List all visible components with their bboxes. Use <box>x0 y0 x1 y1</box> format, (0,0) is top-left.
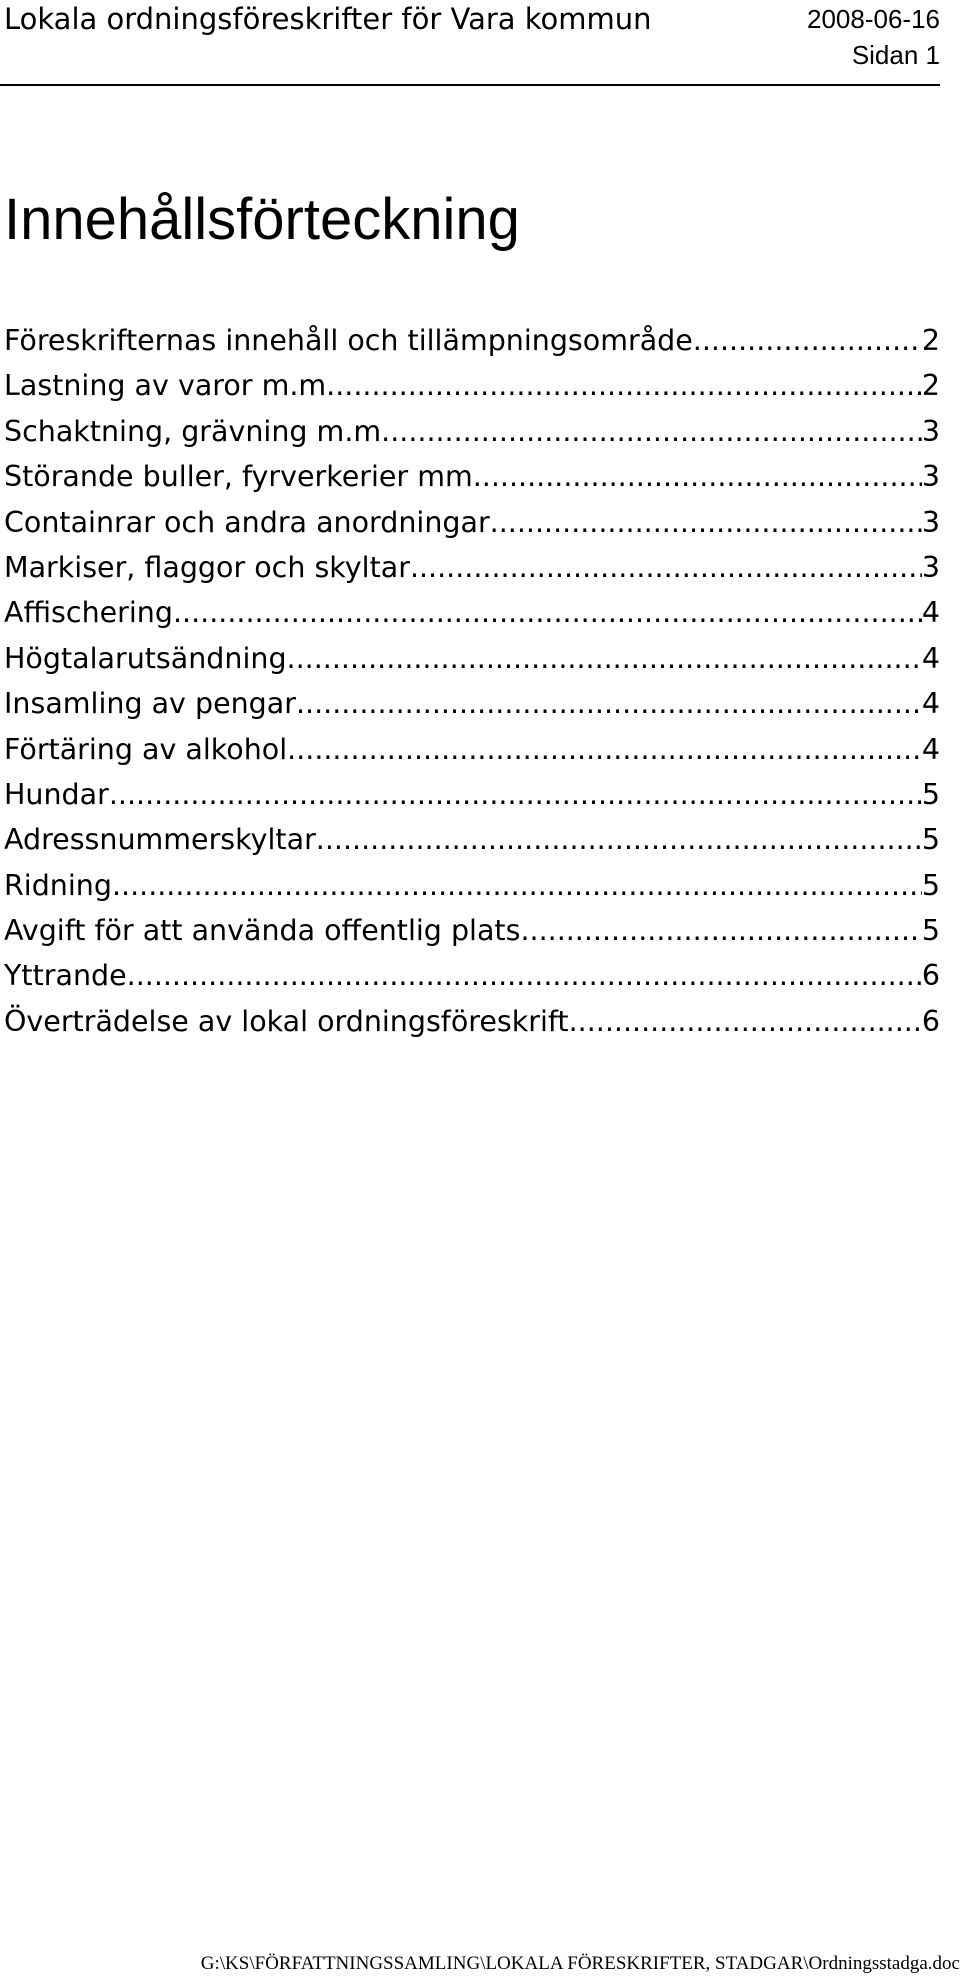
toc-dot-leader <box>287 727 922 772</box>
toc-dot-leader <box>127 953 922 998</box>
toc-entry-title: Lastning av varor m.m. <box>4 369 336 403</box>
toc-entry-page: 2 <box>921 324 940 357</box>
toc-entry[interactable] <box>4 953 940 998</box>
toc-entry-page: 4 <box>921 687 940 721</box>
toc-entry-page: 3 <box>921 414 940 448</box>
toc-entry-title: Förtäring av alkohol <box>4 732 288 766</box>
toc-entry-title: Markiser, flaggor och skyltar <box>4 550 410 584</box>
toc-entry[interactable] <box>4 863 940 908</box>
toc-entry-title: Störande buller, fyrverkerier mm <box>4 460 473 494</box>
toc-entry[interactable] <box>4 817 940 862</box>
page-header <box>0 0 940 86</box>
toc-dot-leader <box>520 908 921 953</box>
toc-entry-title: Ridning <box>4 868 112 902</box>
toc-entry[interactable] <box>4 318 940 363</box>
toc-entry-title: Adressnummerskyltar <box>4 823 316 857</box>
toc-entry-page: 5 <box>921 777 940 811</box>
toc-entry-title: Affischering <box>4 596 173 630</box>
toc-dot-leader <box>109 772 922 817</box>
toc-dot-leader <box>335 363 922 408</box>
toc-entry-title: Hundar <box>4 777 109 811</box>
toc-entry-page: 5 <box>921 868 940 902</box>
toc-dot-leader <box>490 500 922 545</box>
toc-dot-leader <box>390 409 922 454</box>
toc-dot-leader <box>287 636 922 681</box>
toc-entry-title: Högtalarutsändning <box>4 641 287 675</box>
toc-entry-page: 4 <box>921 732 940 766</box>
toc-entry-page: 2 <box>921 369 940 403</box>
toc-entry-page: 4 <box>921 641 940 675</box>
toc-entry[interactable] <box>4 363 940 408</box>
document-title: Lokala ordningsföreskrifter för Vara kommun <box>4 2 652 36</box>
toc-heading: Innehållsförteckning <box>4 187 520 252</box>
toc-entry-page: 5 <box>921 823 940 857</box>
toc-entry[interactable] <box>4 681 940 726</box>
toc-entry[interactable] <box>4 908 940 953</box>
toc-dot-leader <box>569 999 922 1044</box>
toc-entry[interactable] <box>4 772 940 817</box>
toc-entry[interactable] <box>4 454 940 499</box>
toc-entry-title: Containrar och andra anordningar <box>4 505 490 539</box>
toc-entry[interactable] <box>4 727 940 772</box>
toc-dot-leader <box>410 545 922 590</box>
toc-entry-page: 3 <box>921 505 940 539</box>
toc-dot-leader <box>316 817 922 862</box>
toc-entry-title: Avgift för att använda offentlig plats <box>4 914 521 948</box>
toc-entry-page: 6 <box>921 1004 940 1038</box>
table-of-contents <box>4 318 940 1044</box>
toc-entry[interactable] <box>4 590 940 635</box>
toc-dot-leader <box>296 681 922 726</box>
toc-dot-leader <box>473 454 922 499</box>
toc-entry-page: 4 <box>921 596 940 630</box>
footer-file-path: G:\KS\FÖRFATTNINGSSAMLING\LOKALA FÖRESKRIFTER, STADGAR\Ordningsstadga.doc <box>200 1953 960 1974</box>
toc-entry-page: 3 <box>921 460 940 494</box>
page-number: Sidan 1 <box>851 40 940 70</box>
toc-entry[interactable] <box>4 545 940 590</box>
toc-entry-title: Insamling av pengar <box>4 687 296 721</box>
toc-entry[interactable] <box>4 409 940 454</box>
toc-entry-title: Föreskrifternas innehåll och tillämpningsområde <box>4 324 693 357</box>
toc-dot-leader <box>112 863 922 908</box>
toc-dot-leader <box>173 590 922 635</box>
toc-entry-title: Yttrande <box>4 959 127 993</box>
document-date: 2008-06-16 <box>807 4 940 34</box>
toc-dot-leader <box>693 318 922 363</box>
toc-entry[interactable] <box>4 999 940 1044</box>
toc-entry-title: Överträdelse av lokal ordningsföreskrift <box>4 1004 569 1038</box>
toc-entry[interactable] <box>4 636 940 681</box>
toc-entry[interactable] <box>4 500 940 545</box>
toc-entry-title: Schaktning, grävning m.m. <box>4 414 391 448</box>
toc-entry-page: 3 <box>921 550 940 584</box>
toc-entry-page: 6 <box>921 959 940 993</box>
toc-entry-page: 5 <box>921 914 940 948</box>
